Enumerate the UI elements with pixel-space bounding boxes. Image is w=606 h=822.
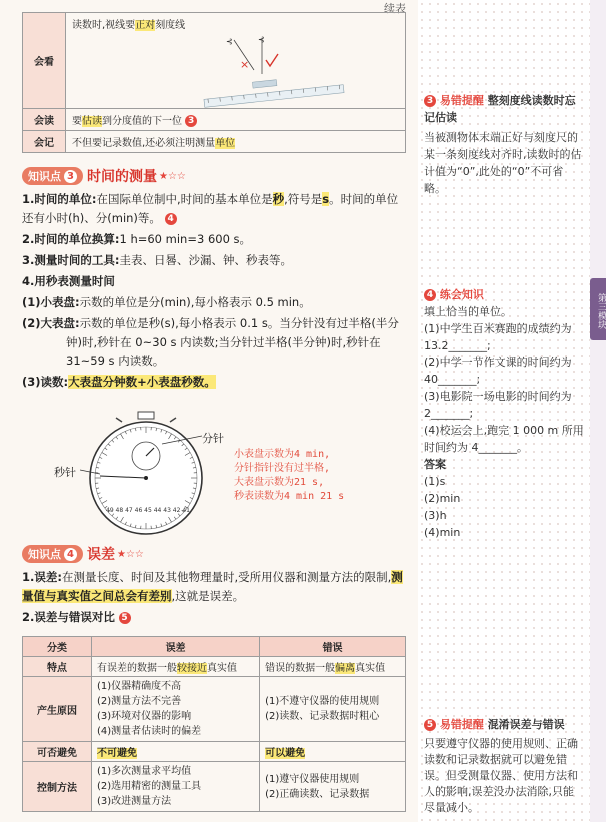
side-practice-4: 4 练会知识 填上恰当的单位。 (1)中学生百米赛跑的成绩约为 13.2_______; (2)中学一节作文课的时间约为 40_______; (3)电影院一场电影的时间约为 2_______; (4)校运会上,跑完 1 000 m 所用时间约为 4_______。 答案 (1)s (2)min (3)h (4)min [424, 288, 584, 539]
note-5-badge[interactable]: 5 [119, 612, 131, 624]
eye-icon-left: ⊰ [226, 37, 233, 46]
error-vs-mistake-table: 分类 误差 错误 特点 有误差的数据一般较接近真实值 错误的数据一般偏离真实值 产生原因 (1)仪器精确度不高 (2)测量方法不完善 (3)环境对仪器的影响 (4)测量者估读时的偏差 (1)不遵守仪器的使用规则 (2)读数、记录数据时粗心 可否避免 不可避免 可以避免 控制方法 (1)多次测量求平均值 (2)选用精密的测量工具 (3)改进测量方法 (1)遵守仪器使用规则 (2)正确读数、记录数据 [22, 636, 406, 812]
continued-label: 续表 [384, 2, 406, 15]
ruler-body [204, 85, 344, 108]
note-4-badge[interactable]: 4 [165, 213, 177, 225]
difficulty-stars: ★☆☆ [159, 170, 186, 182]
stopwatch-figure [62, 408, 232, 536]
rule-label: 会看 [23, 13, 66, 109]
object-block [252, 80, 276, 88]
eye-icon-right: ⊰ [258, 35, 265, 44]
stopwatch-crown-icon [138, 412, 154, 419]
reading-rule-table: 会看 读数时,视线要正对刻度线 会读 要估读到分度值的下一位 3 会记 不但要记录数值,还必须注明测量单位 [22, 12, 406, 153]
ruler-eye-figure [196, 34, 356, 110]
module-tab[interactable]: 第三模块 [590, 278, 606, 340]
wrong-mark-icon: × [240, 58, 250, 71]
difficulty-stars: ★☆☆ [117, 548, 144, 560]
side-note-3: 3 易错提醒 整刻度线读数时忘记估读 当被测物体末端正好与刻度尺的某一条刻度线对齐时,读数时的估计值为“0”,此处的“0”不可省略。 [424, 94, 582, 195]
handwritten-note: 小表盘示数为4 min, 分针指针没有过半格, 大表盘示数为21 s, 秒表读数为4 min 21 s [234, 449, 345, 502]
knowledge-point-4-header: 知识点 4 误差 ★☆☆ [22, 544, 144, 564]
time-section: 1.时间的单位:在国际单位制中,时间的基本单位是秒,符号是s。时间的单位还有小时(h)、分(min)等。 4 2.时间的单位换算:1 h=60 min=3 600 s。 3.测量时间的工具:圭表、日晷、沙漏、钟、秒表等。 4.用秒表测量时间 (1)小表盘:示数的单位是分(min),每小格表示 0.5 min。 (2)大表盘:示数的单位是秒(s),每小格表示 0.1 s。当分针没有过半格(半分钟)时,秒针在 0~30 s 内读数;当分针过半格(半分钟)时,秒针在 31~59 s 内读数。 (3)读数:大表盘分钟数+小表盘秒数。 [22, 192, 399, 389]
page-edge [590, 0, 606, 822]
side-note-5: 5 易错提醒 混淆误差与错误 只要遵守仪器的使用规则、正确读数和记录数据就可以避免错误。但受测量仪器、使用方法和人的影响,误差没办法消除,只能尽量减小。 [424, 718, 578, 814]
right-mark-icon [266, 54, 278, 66]
svg-text:49 48 47 46 45 44 43 42 41: 49 48 47 46 45 44 43 42 41 [106, 507, 190, 514]
minute-hand-label: 分针 [202, 432, 224, 445]
note-3-badge[interactable]: 3 [185, 115, 197, 127]
knowledge-point-3-header: 知识点 3 时间的测量 ★☆☆ [22, 166, 186, 186]
error-section: 1.误差:在测量长度、时间及其他物理量时,受所用仪器和测量方法的限制,测量值与真实值之间总会有差别,这就是误差。 2.误差与错误对比 5 [22, 570, 403, 624]
second-hand-label: 秒针 [54, 466, 76, 479]
